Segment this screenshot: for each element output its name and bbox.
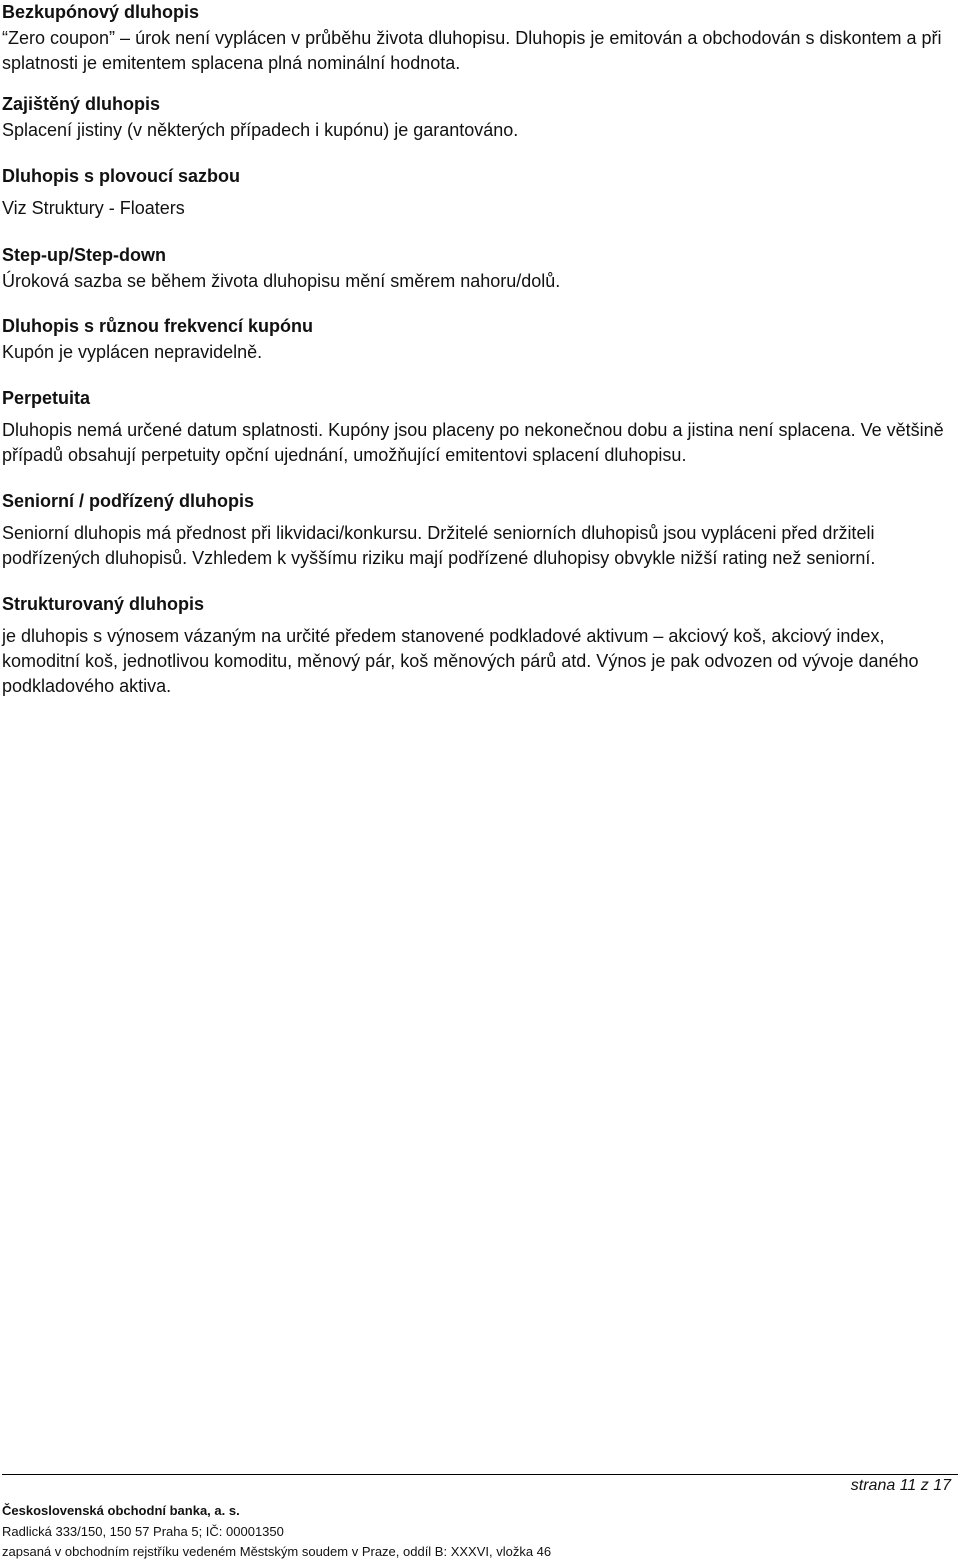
section-structured	[2, 592, 954, 699]
section-variable-frequency	[2, 314, 954, 365]
section-text: Úroková sazba se během života dluhopisu mění směrem nahoru/dolů.	[2, 271, 561, 291]
section-heading: Seniorní / podřízený dluhopis	[2, 491, 255, 511]
section-secured	[2, 92, 954, 143]
footer-company-name: Československá obchodní banka, a. s.	[2, 1503, 240, 1518]
section-text: je dluhopis s výnosem vázaným na určité předem stanovené podkladové aktivum – akciový koš, akciový index, komoditní koš, jednotlivou komoditu, měnový pár, koš měnových párů atd. Výnos je pak odvozen od vývoje daného podkladového aktiva.	[2, 626, 919, 696]
section-heading: Zajištěný dluhopis	[2, 94, 161, 114]
section-text: Kupón je vyplácen nepravidelně.	[2, 342, 263, 362]
section-text: Seniorní dluhopis má přednost při likvidaci/konkursu. Držitelé seniorních dluhopisů jsou vypláceni před držiteli podřízených dluhopisů. Vzhledem k vyššímu riziku mají podřízené dluhopisy obvykle nižší rating než seniorní.	[2, 523, 876, 568]
section-text: Viz Struktury - Floaters	[2, 198, 185, 218]
footer-register-info: zapsaná v obchodním rejstříku vedeném Městským soudem v Praze, oddíl B: XXXVI, vložka 46	[2, 1544, 552, 1559]
section-heading: Step-up/Step-down	[2, 245, 166, 265]
section-floating-rate	[2, 164, 954, 221]
section-text: Dluhopis nemá určené datum splatnosti. Kupóny jsou placeny po nekonečnou dobu a jistina není splacena. Ve většině případů obsahují perpetuity opční ujednání, umožňující emitentovi splacení dluhopisu.	[2, 420, 944, 465]
section-heading: Dluhopis s různou frekvencí kupónu	[2, 316, 314, 336]
section-heading: Perpetuita	[2, 388, 91, 408]
footer-address: Radlická 333/150, 150 57 Praha 5; IČ: 00001350	[2, 1524, 284, 1539]
section-perpetuity	[2, 386, 954, 468]
section-heading: Strukturovaný dluhopis	[2, 594, 205, 614]
section-heading: Bezkupónový dluhopis	[2, 2, 200, 22]
section-text: Splacení jistiny (v některých případech i kupónu) je garantováno.	[2, 120, 519, 140]
section-step-up-down	[2, 243, 954, 294]
document-body	[2, 0, 954, 699]
section-zero-coupon	[2, 0, 954, 76]
section-heading: Dluhopis s plovoucí sazbou	[2, 166, 241, 186]
footer-divider	[2, 1474, 958, 1475]
section-text: “Zero coupon” – úrok není vyplácen v průběhu života dluhopisu. Dluhopis je emitován a obchodován s diskontem a při splatnosti je emitentem splacena plná nominální hodnota.	[2, 28, 942, 73]
section-senior-subordinated	[2, 489, 954, 571]
page-number: strana 11 z 17	[850, 1477, 951, 1494]
